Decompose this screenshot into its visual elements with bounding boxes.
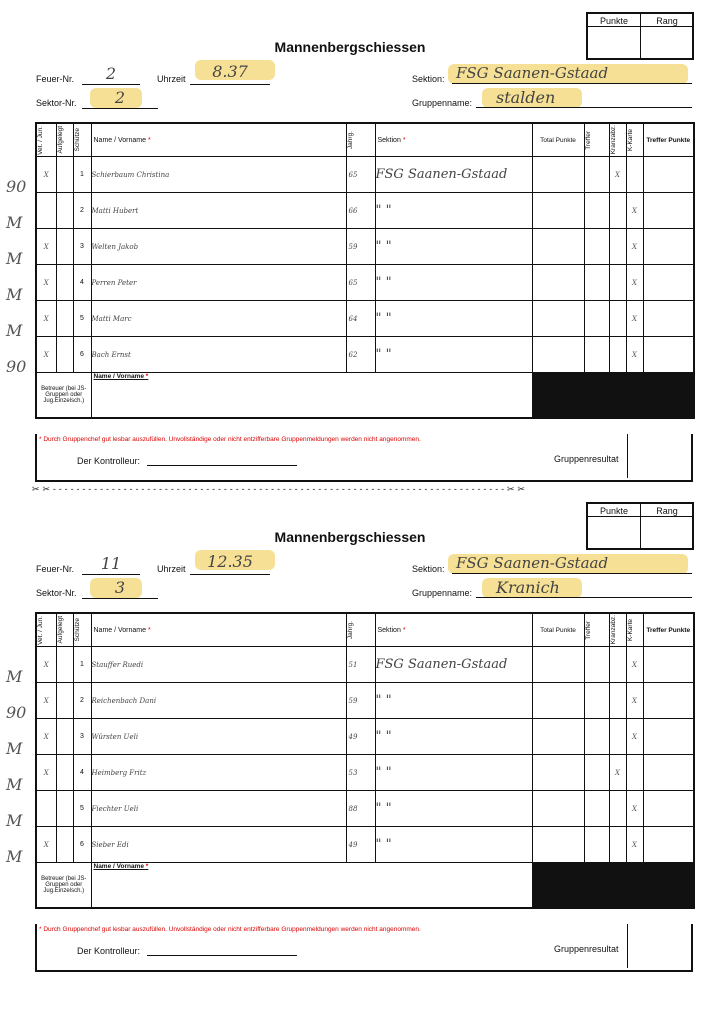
treffer-punkte-cell[interactable] — [643, 265, 694, 301]
table-row — [36, 755, 694, 791]
total-punkte-cell[interactable] — [532, 827, 584, 863]
table-row — [36, 229, 694, 265]
kranzabz-cell[interactable] — [609, 647, 626, 683]
treffer-cell[interactable] — [584, 647, 609, 683]
schuetze-number: 6 — [73, 337, 91, 373]
blacked-out-area — [532, 373, 694, 419]
aufgelegt-cell[interactable] — [56, 755, 73, 791]
treffer-punkte-cell[interactable] — [643, 683, 694, 719]
name-cell[interactable]: Schierbaum Christina — [91, 157, 346, 193]
margin-note: M — [6, 847, 23, 866]
vet-jun-cell[interactable] — [36, 791, 56, 827]
treffer-punkte-cell[interactable] — [643, 827, 694, 863]
aufgelegt-cell[interactable] — [56, 683, 73, 719]
margin-note: M — [6, 213, 23, 232]
treffer-punkte-header: Treffer Punkte — [643, 123, 694, 157]
table-row — [36, 683, 694, 719]
gruppenname-label: Gruppenname: — [412, 98, 473, 108]
table-row — [36, 301, 694, 337]
betreuer-label: Betreuer (bei JS-Gruppen oder Jug.Einzelsch.) — [36, 373, 91, 419]
vet-jun-cell[interactable]: X — [36, 301, 56, 337]
punkte-label: Punkte — [599, 16, 629, 26]
gruppenname-field[interactable]: Kranich — [476, 578, 692, 598]
name-header: Name / Vorname — [93, 136, 147, 144]
name-cell[interactable]: Sieber Edi — [91, 827, 346, 863]
schuetze-number: 3 — [73, 229, 91, 265]
aufgelegt-header: Aufgelegt — [56, 126, 64, 154]
form-title: Mannenbergschiessen — [274, 39, 426, 55]
aufgelegt-cell[interactable] — [56, 827, 73, 863]
betreuer-row: Betreuer (bei JS-Gruppen oder Jug.Einzelsch.) Name / Vorname * — [36, 373, 694, 419]
treffer-header: Treffer — [584, 130, 592, 150]
schuetze-number: 4 — [73, 755, 91, 791]
kranzabz-header: Kranzabz. — [609, 125, 617, 155]
vet-jun-cell[interactable]: X — [36, 647, 56, 683]
total-punkte-header: Total Punkte — [532, 613, 584, 647]
sektion-header: Sektion — [377, 136, 401, 144]
aufgelegt-cell[interactable] — [56, 301, 73, 337]
uhrzeit-label: Uhrzeit — [157, 74, 186, 84]
schuetze-number: 2 — [73, 683, 91, 719]
table-row — [36, 791, 694, 827]
treffer-cell[interactable] — [584, 265, 609, 301]
aufgelegt-header: Aufgelegt — [56, 616, 64, 644]
k-karte-cell[interactable]: X — [626, 265, 643, 301]
sektion-cell[interactable]: " " — [375, 193, 532, 229]
jahrgang-cell[interactable]: 66 — [346, 193, 375, 229]
jahrgang-cell[interactable]: 65 — [346, 265, 375, 301]
vet-jun-cell[interactable]: X — [36, 157, 56, 193]
vet-jun-cell[interactable]: X — [36, 265, 56, 301]
jahrgang-cell[interactable]: 49 — [346, 719, 375, 755]
jahrg-header: Jahrg. — [346, 620, 354, 640]
gruppenname-field[interactable]: stalden — [476, 88, 692, 108]
gruppenname-label: Gruppenname: — [412, 588, 473, 598]
treffer-punkte-cell[interactable] — [643, 791, 694, 827]
jahrgang-cell[interactable]: 59 — [346, 229, 375, 265]
jahrg-header: Jahrg. — [346, 130, 354, 150]
table-row — [36, 337, 694, 373]
k-karte-cell[interactable]: X — [626, 229, 643, 265]
footer-box — [35, 434, 693, 482]
treffer-cell[interactable] — [584, 683, 609, 719]
jahrgang-cell[interactable]: 62 — [346, 337, 375, 373]
form-title: Mannenbergschiessen — [274, 529, 426, 545]
cut-line: ✂ ✂ - - - - - - - - - - - - - - - - - - - - - - - - - - - - - - - - - - - - - - - - - - - - - - - - - - - - - - - - - - - - - - - - - - - - - - - - - - - - - ✂ ✂ — [32, 484, 526, 494]
aufgelegt-cell[interactable] — [56, 337, 73, 373]
vet-jun-cell[interactable]: X — [36, 229, 56, 265]
kranzabz-header: Kranzabz. — [609, 615, 617, 645]
gruppenresultat-field[interactable] — [627, 924, 692, 968]
margin-note: M — [6, 249, 23, 268]
feuer-nr-field[interactable]: 2 — [82, 64, 140, 85]
required-note: * Durch Gruppenchef gut lesbar auszufüllen. Unvollständige oder nicht entzifferbare Gruppenmeldungen werden nicht angenommen. — [39, 926, 421, 933]
kranzabz-cell[interactable] — [609, 337, 626, 373]
schuetze-number: 3 — [73, 719, 91, 755]
name-cell[interactable]: Matti Marc — [91, 301, 346, 337]
name-cell[interactable]: Bach Ernst — [91, 337, 346, 373]
treffer-header: Treffer — [584, 620, 592, 640]
aufgelegt-cell[interactable] — [56, 265, 73, 301]
sektor-nr-label: Sektor-Nr. — [36, 588, 77, 598]
sektion-cell[interactable]: " " — [375, 337, 532, 373]
shooter-table — [35, 612, 695, 909]
punkte-rang-box — [586, 502, 694, 550]
punkte-rang-box — [586, 12, 694, 60]
kranzabz-cell[interactable] — [609, 827, 626, 863]
betreuer-name-label: Name / Vorname — [93, 863, 144, 870]
kranzabz-cell[interactable]: X — [609, 755, 626, 791]
aufgelegt-cell[interactable] — [56, 791, 73, 827]
feuer-nr-label: Feuer-Nr. — [36, 564, 75, 574]
total-punkte-cell[interactable] — [532, 647, 584, 683]
margin-note: 90 — [6, 177, 27, 196]
margin-note: M — [6, 667, 23, 686]
kranzabz-cell[interactable] — [609, 719, 626, 755]
kranzabz-cell[interactable] — [609, 193, 626, 229]
aufgelegt-cell[interactable] — [56, 719, 73, 755]
betreuer-row: Betreuer (bei JS-Gruppen oder Jug.Einzelsch.) Name / Vorname * — [36, 863, 694, 909]
jahrgang-cell[interactable]: 49 — [346, 827, 375, 863]
k-karte-cell[interactable]: X — [626, 719, 643, 755]
feuer-nr-label: Feuer-Nr. — [36, 74, 75, 84]
sektion-cell[interactable]: " " — [375, 229, 532, 265]
kranzabz-cell[interactable] — [609, 301, 626, 337]
sektion-cell[interactable]: " " — [375, 683, 532, 719]
treffer-punkte-cell[interactable] — [643, 193, 694, 229]
uhrzeit-field[interactable]: 12.35 — [190, 552, 270, 575]
schuetze-header: Schütze — [73, 128, 81, 152]
schuetze-number: 2 — [73, 193, 91, 229]
schuetze-number: 5 — [73, 791, 91, 827]
kranzabz-cell[interactable]: X — [609, 157, 626, 193]
kranzabz-cell[interactable] — [609, 265, 626, 301]
sektor-nr-field[interactable]: 3 — [82, 578, 158, 599]
rang-label: Rang — [656, 16, 678, 26]
name-cell[interactable]: Würsten Ueli — [91, 719, 346, 755]
vet-jun-cell[interactable]: X — [36, 719, 56, 755]
total-punkte-cell[interactable] — [532, 229, 584, 265]
name-header: Name / Vorname — [93, 626, 147, 634]
name-cell[interactable]: Welten Jakob — [91, 229, 346, 265]
name-cell[interactable]: Reichenbach Dani — [91, 683, 346, 719]
sektion-cell[interactable]: " " — [375, 265, 532, 301]
total-punkte-cell[interactable] — [532, 791, 584, 827]
sektion-field[interactable]: FSG Saanen-Gstaad — [452, 64, 692, 84]
table-row — [36, 157, 694, 193]
vet-jun-cell[interactable]: X — [36, 755, 56, 791]
name-cell[interactable]: Stauffer Ruedi — [91, 647, 346, 683]
sektor-nr-label: Sektor-Nr. — [36, 98, 77, 108]
treffer-punkte-header: Treffer Punkte — [643, 613, 694, 647]
treffer-cell[interactable] — [584, 755, 609, 791]
sektion-cell[interactable]: " " — [375, 301, 532, 337]
vet-jun-cell[interactable] — [36, 193, 56, 229]
margin-note: M — [6, 285, 23, 304]
treffer-punkte-cell[interactable] — [643, 157, 694, 193]
jahrgang-cell[interactable]: 65 — [346, 157, 375, 193]
blacked-out-area — [532, 863, 694, 909]
total-punkte-cell[interactable] — [532, 193, 584, 229]
sektor-nr-field[interactable]: 2 — [82, 88, 158, 109]
sektion-cell[interactable]: FSG Saanen-Gstaad — [375, 157, 532, 193]
treffer-cell[interactable] — [584, 301, 609, 337]
margin-note: M — [6, 775, 23, 794]
k-karte-cell[interactable] — [626, 755, 643, 791]
table-row — [36, 193, 694, 229]
margin-note: M — [6, 321, 23, 340]
jahrgang-cell[interactable]: 88 — [346, 791, 375, 827]
total-punkte-header: Total Punkte — [532, 123, 584, 157]
schuetze-number: 1 — [73, 157, 91, 193]
k-karte-cell[interactable]: X — [626, 647, 643, 683]
total-punkte-cell[interactable] — [532, 683, 584, 719]
sektion-cell[interactable]: " " — [375, 827, 532, 863]
sektion-cell[interactable]: FSG Saanen-Gstaad — [375, 647, 532, 683]
vet-jun-header: Vet. / Jun. — [37, 125, 44, 155]
uhrzeit-field[interactable]: 8.37 — [190, 62, 270, 85]
k-karte-cell[interactable]: X — [626, 827, 643, 863]
margin-note: 90 — [6, 357, 27, 376]
sektion-cell[interactable]: " " — [375, 719, 532, 755]
name-cell[interactable]: Matti Hubert — [91, 193, 346, 229]
sektion-header: Sektion — [377, 626, 401, 634]
treffer-punkte-cell[interactable] — [643, 229, 694, 265]
gruppenresultat-label: Gruppenresultat — [554, 944, 619, 954]
name-cell[interactable]: Perren Peter — [91, 265, 346, 301]
treffer-cell[interactable] — [584, 157, 609, 193]
aufgelegt-cell[interactable] — [56, 229, 73, 265]
k-karte-cell[interactable]: X — [626, 301, 643, 337]
kontrolleur-signature-line[interactable] — [147, 954, 297, 956]
treffer-punkte-cell[interactable] — [643, 719, 694, 755]
jahrgang-cell[interactable]: 51 — [346, 647, 375, 683]
feuer-nr-field[interactable]: 11 — [82, 554, 140, 575]
total-punkte-cell[interactable] — [532, 301, 584, 337]
table-row — [36, 647, 694, 683]
vet-jun-cell[interactable]: X — [36, 337, 56, 373]
total-punkte-cell[interactable] — [532, 719, 584, 755]
treffer-cell[interactable] — [584, 791, 609, 827]
aufgelegt-cell[interactable] — [56, 647, 73, 683]
betreuer-label: Betreuer (bei JS-Gruppen oder Jug.Einzelsch.) — [36, 863, 91, 909]
k-karte-cell[interactable]: X — [626, 791, 643, 827]
schuetze-number: 1 — [73, 647, 91, 683]
aufgelegt-cell[interactable] — [56, 193, 73, 229]
aufgelegt-cell[interactable] — [56, 157, 73, 193]
schuetze-number: 4 — [73, 265, 91, 301]
schuetze-number: 5 — [73, 301, 91, 337]
table-row — [36, 265, 694, 301]
jahrgang-cell[interactable]: 53 — [346, 755, 375, 791]
table-row — [36, 827, 694, 863]
k-karte-cell[interactable]: X — [626, 683, 643, 719]
betreuer-name-label: Name / Vorname — [93, 373, 144, 380]
k-karte-header: K-Karte — [626, 618, 634, 642]
sektion-label: Sektion: — [412, 564, 445, 574]
vet-jun-header: Vet. / Jun. — [37, 615, 44, 645]
vet-jun-cell[interactable]: X — [36, 827, 56, 863]
name-cell[interactable]: Fiechter Ueli — [91, 791, 346, 827]
treffer-punkte-cell[interactable] — [643, 647, 694, 683]
treffer-punkte-cell[interactable] — [643, 337, 694, 373]
treffer-punkte-cell[interactable] — [643, 755, 694, 791]
uhrzeit-label: Uhrzeit — [157, 564, 186, 574]
name-cell[interactable]: Heimberg Fritz — [91, 755, 346, 791]
rang-label: Rang — [656, 506, 678, 516]
schuetze-header: Schütze — [73, 618, 81, 642]
shooter-table — [35, 122, 695, 419]
sektion-field[interactable]: FSG Saanen-Gstaad — [452, 554, 692, 574]
required-note: * Durch Gruppenchef gut lesbar auszufüllen. Unvollständige oder nicht entzifferbare Gruppenmeldungen werden nicht angenommen. — [39, 436, 421, 443]
treffer-cell[interactable] — [584, 337, 609, 373]
total-punkte-cell[interactable] — [532, 337, 584, 373]
header-row: Vet. / Jun. Aufgelegt Schütze Name / Vorname * Jahrg. Sektion * Total Punkte Treffer Kranzabz. K-Karte Treffer Punkte — [36, 123, 694, 157]
vet-jun-cell[interactable]: X — [36, 683, 56, 719]
footer-box — [35, 924, 693, 972]
kontrolleur-label: Der Kontrolleur: — [77, 946, 141, 956]
kontrolleur-label: Der Kontrolleur: — [77, 456, 141, 466]
sektion-cell[interactable]: " " — [375, 791, 532, 827]
margin-note: M — [6, 811, 23, 830]
total-punkte-cell[interactable] — [532, 157, 584, 193]
kranzabz-cell[interactable] — [609, 229, 626, 265]
kranzabz-cell[interactable] — [609, 683, 626, 719]
margin-note: M — [6, 739, 23, 758]
jahrgang-cell[interactable]: 64 — [346, 301, 375, 337]
k-karte-cell[interactable]: X — [626, 193, 643, 229]
gruppenresultat-label: Gruppenresultat — [554, 454, 619, 464]
k-karte-cell[interactable] — [626, 157, 643, 193]
treffer-cell[interactable] — [584, 229, 609, 265]
sektion-cell[interactable]: " " — [375, 755, 532, 791]
treffer-punkte-cell[interactable] — [643, 301, 694, 337]
sektion-label: Sektion: — [412, 74, 445, 84]
kranzabz-cell[interactable] — [609, 791, 626, 827]
k-karte-cell[interactable]: X — [626, 337, 643, 373]
total-punkte-cell[interactable] — [532, 265, 584, 301]
schuetze-number: 6 — [73, 827, 91, 863]
treffer-cell[interactable] — [584, 827, 609, 863]
punkte-label: Punkte — [599, 506, 629, 516]
table-row — [36, 719, 694, 755]
treffer-cell[interactable] — [584, 719, 609, 755]
treffer-cell[interactable] — [584, 193, 609, 229]
k-karte-header: K-Karte — [626, 128, 634, 152]
header-row: Vet. / Jun. Aufgelegt Schütze Name / Vorname * Jahrg. Sektion * Total Punkte Treffer Kranzabz. K-Karte Treffer Punkte — [36, 613, 694, 647]
gruppenresultat-field[interactable] — [627, 434, 692, 478]
total-punkte-cell[interactable] — [532, 755, 584, 791]
jahrgang-cell[interactable]: 59 — [346, 683, 375, 719]
kontrolleur-signature-line[interactable] — [147, 464, 297, 466]
margin-note: 90 — [6, 703, 27, 722]
